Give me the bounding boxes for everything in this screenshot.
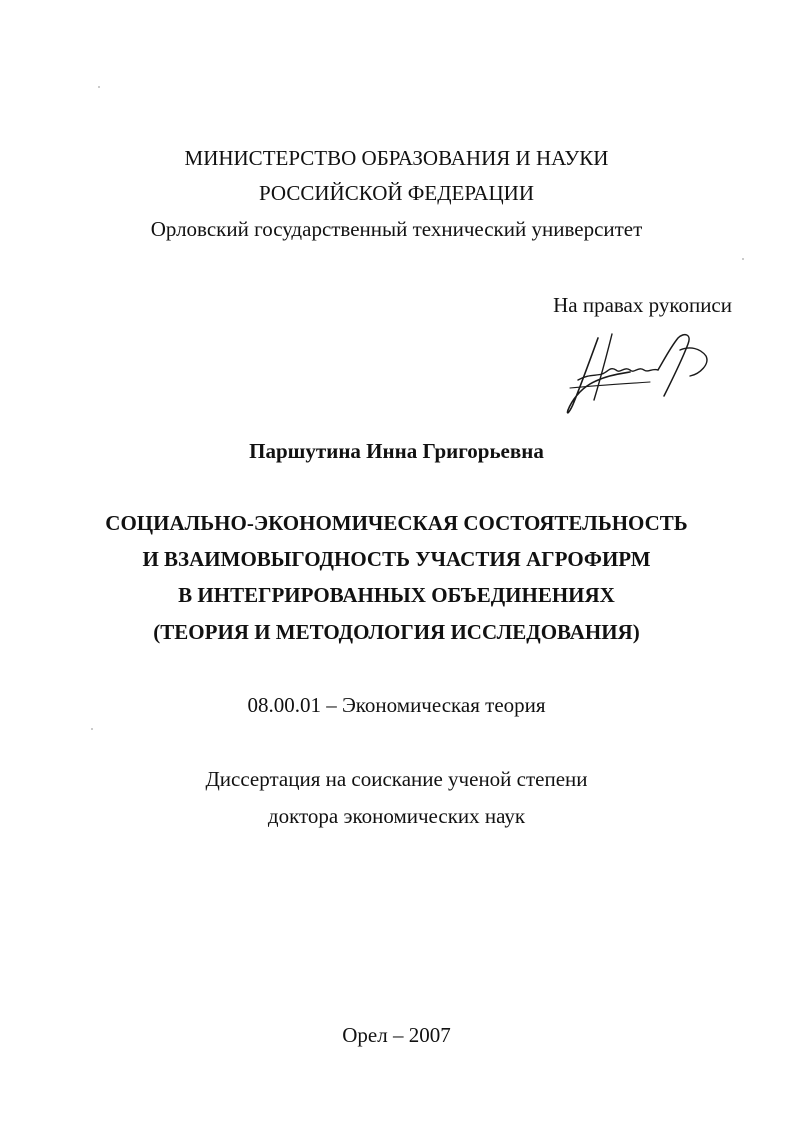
- title-line-4: (ТЕОРИЯ И МЕТОДОЛОГИЯ ИССЛЕДОВАНИЯ): [153, 620, 640, 644]
- degree-line-1: Диссертация на соискание ученой степени: [205, 767, 588, 791]
- degree-line-2: доктора экономических наук: [267, 804, 526, 828]
- scan-speck: [742, 258, 744, 260]
- university-name: Орловский государственный технический университет: [150, 217, 643, 241]
- handwritten-signature: [560, 330, 720, 420]
- ministry-line-2: РОССИЙСКОЙ ФЕДЕРАЦИИ: [259, 181, 534, 205]
- title-line-1: СОЦИАЛЬНО-ЭКОНОМИЧЕСКАЯ СОСТОЯТЕЛЬНОСТЬ: [105, 511, 688, 535]
- author-name: Паршутина Инна Григорьевна: [249, 439, 544, 463]
- manuscript-note: На правах рукописи: [553, 293, 732, 317]
- specialty-code: 08.00.01 – Экономическая теория: [247, 693, 546, 717]
- place-and-year: Орел – 2007: [342, 1023, 451, 1047]
- scan-speck: [91, 728, 93, 730]
- title-line-2: И ВЗАИМОВЫГОДНОСТЬ УЧАСТИЯ АГРОФИРМ: [142, 547, 651, 571]
- scan-speck: [98, 86, 100, 88]
- title-line-3: В ИНТЕГРИРОВАННЫХ ОБЪЕДИНЕНИЯХ: [178, 583, 615, 607]
- ministry-line-1: МИНИСТЕРСТВО ОБРАЗОВАНИЯ И НАУКИ: [184, 146, 609, 170]
